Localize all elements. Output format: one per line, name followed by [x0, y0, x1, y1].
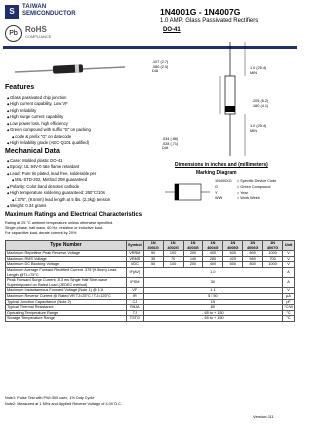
- table-cell: TJ: [127, 310, 144, 316]
- table-cell: 800: [243, 262, 263, 268]
- col-type-number: Type Number: [6, 241, 127, 251]
- dimensions-note: Dimensions in inches and (millimeters): [175, 162, 268, 168]
- list-item: ◆ High reliability: [7, 108, 147, 114]
- marking-legend: [215, 179, 276, 202]
- col-part: 1N 4005G: [223, 241, 243, 251]
- col-part: 1N 4002G: [163, 241, 183, 251]
- list-item: ◆ Green compound with suffix "G" on packing: [7, 127, 147, 133]
- footnotes: [5, 395, 122, 407]
- table-cell: 50: [143, 262, 163, 268]
- footnote: Note2: Measured at 1 MHz and Applied Reverse Voltage of 4.0V D.C.: [5, 402, 122, 406]
- table-cell: 280: [203, 256, 223, 262]
- list-item: ◆ High reliability grade (AEC-Q101 qualified): [7, 140, 147, 146]
- dim-value: 1.0 (25.4): [250, 124, 267, 128]
- dim-value: 1.0 (25.4): [250, 66, 267, 70]
- table-cell: V: [283, 262, 295, 268]
- dim-value: DIA: [162, 146, 169, 151]
- table-cell: Maximum Average Forward Rectified Current .375"(9.5mm) Lead Length @TL=75°C: [6, 267, 127, 277]
- ratings-note: Single phase, half wave, 60 Hz, resistive or inductive load.: [5, 226, 103, 230]
- ratings-table: [5, 240, 295, 322]
- table-cell: - 65 to + 150: [143, 310, 282, 316]
- table-cell: 600: [223, 262, 243, 268]
- list-item: ◆ High surge current capability: [7, 114, 147, 120]
- list-item: ◆ /.375", (9.5mm) lead length at 5 lbs. (2.3kg) tension: [7, 197, 152, 203]
- list-item: ◆ Weight: 0.34 grams: [7, 203, 152, 209]
- table-cell: Operating Temperature Range: [6, 310, 127, 316]
- brand-name-line2: SEMICONDUCTOR: [22, 11, 76, 17]
- mechanical-title: Mechanical Data: [5, 148, 60, 155]
- table-cell: VDC: [127, 262, 144, 268]
- table-cell: Maximum Repetitive Peak Reverse Voltage: [6, 251, 127, 257]
- list-item: ◆ Lead: Pure tin plated, lead free, solderable per: [7, 171, 152, 177]
- part-range-title: 1N4001G - 1N4007G: [160, 7, 241, 17]
- dim-value: .028 (.71): [162, 141, 179, 146]
- table-cell: VF: [127, 288, 144, 294]
- package-label: DO-41: [163, 27, 181, 33]
- col-unit: Unit: [283, 241, 295, 251]
- table-cell: V: [283, 251, 295, 257]
- rohs-label: RoHS: [25, 25, 47, 34]
- table-cell: A: [283, 278, 295, 288]
- table-cell: - 65 to + 150: [143, 316, 282, 322]
- table-cell: 420: [223, 256, 243, 262]
- table-cell: V: [283, 288, 295, 294]
- table-cell: 560: [243, 256, 263, 262]
- product-subtitle: 1.0 AMP. Glass Passivated Rectifiers: [160, 18, 259, 24]
- features-title: Features: [5, 84, 35, 91]
- table-cell: 80: [143, 305, 282, 311]
- list-item: ◆ Low power loss, high efficiency: [7, 121, 147, 127]
- table-row: [6, 278, 295, 288]
- table-cell: Storage Temperature Range: [6, 316, 127, 322]
- table-cell: 5 / 50: [143, 293, 282, 299]
- dim-lead-length-bottom: [250, 124, 266, 133]
- list-item: ◆ High current capability, Low VF: [7, 101, 147, 107]
- dim-value: .034 (.86): [162, 137, 179, 141]
- table-cell: RθJA: [127, 305, 144, 311]
- dim-body-length: [252, 99, 268, 108]
- table-cell: pF: [283, 299, 295, 305]
- table-cell: 15: [143, 299, 282, 305]
- table-cell: 1000: [263, 251, 283, 257]
- table-cell: 30: [143, 278, 282, 288]
- table-cell: Maximum Reverse Current @ Rated VR TJ=25°C / TJ=125°C: [6, 293, 127, 299]
- brand-logo: S: [5, 5, 19, 19]
- list-item: ◆ Glass passivated chip junction: [7, 95, 147, 101]
- marking-package-icon: [165, 178, 210, 206]
- table-cell: IF(AV): [127, 267, 144, 277]
- table-cell: Typical Junction Capacitance (Note 2): [6, 299, 127, 305]
- dim-value: .107 (2.7): [152, 60, 169, 64]
- table-header-row: [6, 241, 295, 251]
- list-item: ◆ code & prefix "G" on datecode: [7, 134, 147, 140]
- dim-value: .160 (4.1): [252, 103, 269, 108]
- table-cell: 700: [263, 256, 283, 262]
- table-cell: Maximum RMS Voltage: [6, 256, 127, 262]
- list-item: ◆ Case: Molded plastic DO-41: [7, 158, 152, 164]
- pb-free-icon: Pb: [5, 25, 22, 42]
- dim-value: MIN: [250, 128, 257, 133]
- col-part: 1N 4003G: [183, 241, 203, 251]
- table-cell: 200: [183, 262, 203, 268]
- ratings-conditions: [5, 221, 113, 236]
- table-cell: °C: [283, 316, 295, 322]
- list-item: ◆ Polarity: Color band denotes cathode: [7, 184, 152, 190]
- dim-body-diameter: [152, 60, 168, 74]
- table-cell: 400: [203, 262, 223, 268]
- marking-row: WW = Work Week: [215, 196, 260, 201]
- table-cell: 1.0: [143, 267, 282, 277]
- table-cell: 1.1: [143, 288, 282, 294]
- col-part: 1N 4001G: [143, 241, 163, 251]
- table-cell: 800: [243, 251, 263, 257]
- list-item: ◆ High temperature soldering guaranteed: 260°C/10s: [7, 190, 152, 196]
- dim-value: .080 (2.0): [152, 64, 169, 69]
- table-cell: 50: [143, 251, 163, 257]
- table-cell: 140: [183, 256, 203, 262]
- marking-diagram-title: Marking Diagram: [196, 170, 237, 176]
- table-cell: V: [283, 256, 295, 262]
- diode-photo-icon: [15, 60, 125, 82]
- table-cell: °C: [283, 310, 295, 316]
- brand-name-line1: TAIWAN: [22, 4, 47, 10]
- ratings-note: Rating at 25 °C ambient temperature unless otherwise specified.: [5, 221, 114, 225]
- dim-value: DIA: [152, 69, 159, 74]
- table-cell: IR: [127, 293, 144, 299]
- list-item: ◆ MIL-STD-202, Method 208 guaranteed: [7, 177, 152, 183]
- table-row: [6, 267, 295, 277]
- table-cell: A: [283, 267, 295, 277]
- dim-value: .205 (5.2): [252, 99, 269, 103]
- table-cell: Maximum DC Blocking Voltage: [6, 262, 127, 268]
- ratings-title: Maximum Ratings and Electrical Characteristics: [5, 212, 143, 218]
- table-cell: 200: [183, 251, 203, 257]
- table-cell: IFSM: [127, 278, 144, 288]
- ratings-note: For capacitive load, derate current by 20%: [5, 231, 77, 235]
- col-part: 1N 4004G: [203, 241, 223, 251]
- mechanical-list: [7, 158, 152, 209]
- table-cell: 100: [163, 262, 183, 268]
- table-cell: 1000: [263, 262, 283, 268]
- dim-lead-diameter: [162, 137, 178, 151]
- table-cell: 400: [203, 251, 223, 257]
- col-part: 1N 4007G: [263, 241, 283, 251]
- marking-row: G = Green Compound: [215, 184, 271, 189]
- table-cell: 35: [143, 256, 163, 262]
- table-row: [6, 316, 295, 322]
- table-cell: TSTG: [127, 316, 144, 322]
- rohs-sub-label: COMPLIANCE: [25, 34, 52, 39]
- dim-value: MIN: [250, 70, 257, 75]
- table-cell: Peak Forward Surge Current, 8.3 ms Single Half Sine-wave Superimposed on Rated Load (JEDEC method): [6, 278, 127, 288]
- version-label: Version:J11: [253, 414, 274, 419]
- marking-row: 1N400XG = Specific Device Code: [215, 179, 277, 183]
- footnote: Note1: Pulse Test with PW=300 usec, 1% Duty Cycle: [5, 396, 95, 400]
- table-cell: Maximum Instantaneous Forward Voltage (Note 1) @ 1 A: [6, 288, 127, 294]
- table-cell: CJ: [127, 299, 144, 305]
- dim-lead-length-top: [250, 66, 266, 75]
- marking-row: Y = Year: [215, 190, 248, 195]
- features-list: [7, 95, 147, 146]
- col-symbol: Symbol: [127, 241, 144, 251]
- table-cell: VRRM: [127, 251, 144, 257]
- col-part: 1N 4006G: [243, 241, 263, 251]
- table-cell: VRMS: [127, 256, 144, 262]
- table-cell: 70: [163, 256, 183, 262]
- table-cell: Typical Thermal Resistance: [6, 305, 127, 311]
- table-cell: µA: [283, 293, 295, 299]
- table-cell: °C/W: [284, 305, 293, 310]
- table-cell: 100: [163, 251, 183, 257]
- table-cell: 600: [223, 251, 243, 257]
- list-item: ◆ Epoxy: UL 94V-0 rate flame retardant: [7, 164, 152, 170]
